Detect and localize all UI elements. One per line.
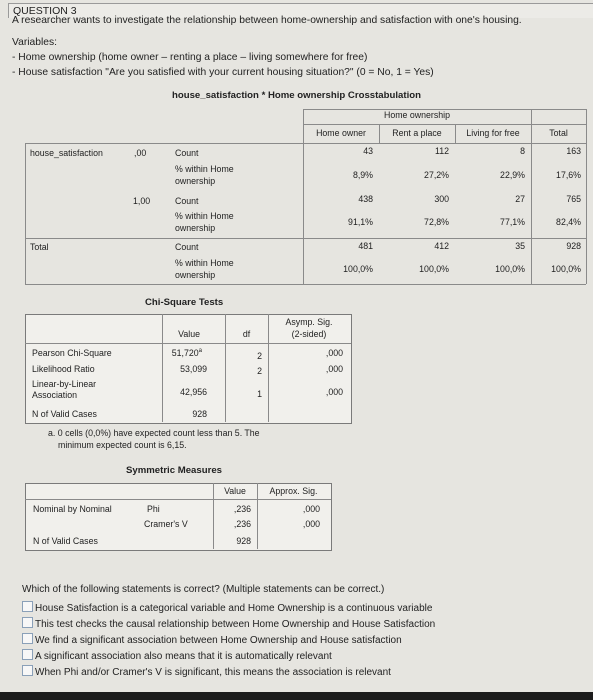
chisq-row-value: 42,956: [180, 387, 207, 397]
cell: 27,2%: [424, 170, 449, 180]
cell: 412: [434, 241, 449, 251]
cell: 300: [434, 194, 449, 204]
question-intro: A researcher wants to investigate the relationship between home-ownership and satisfaction with one's housing.: [12, 15, 522, 26]
symm-n-label: N of Valid Cases: [33, 536, 98, 546]
question-prompt: Which of the following statements is correct? (Multiple statements can be correct.): [22, 584, 385, 595]
variables-label: Variables:: [12, 37, 58, 48]
symm-row-value: ,236: [233, 519, 251, 529]
cell: 17,6%: [556, 170, 581, 180]
crosstab-title: house_satisfaction * Home ownership Crosstabulation: [172, 90, 421, 101]
total-row-label: Total: [30, 242, 49, 252]
pct-label-cont: ownership: [175, 223, 216, 233]
question-header: QUESTION 3: [8, 3, 593, 18]
cell: 82,4%: [556, 217, 581, 227]
col-home-owner: Home owner: [316, 128, 366, 138]
cell: 35: [515, 241, 525, 251]
chisq-col-df: df: [242, 329, 251, 339]
option-1[interactable]: House Satisfaction is a categorical variable and Home Ownership is a continuous variable: [22, 601, 432, 614]
chisq-row-label: Linear-by-Linear: [32, 379, 97, 389]
pct-label-cont: ownership: [175, 176, 216, 186]
cell: 112: [434, 146, 449, 156]
chisq-row-sig: ,000: [325, 387, 343, 397]
chisq-row-value: 51,720$^a$: [171, 348, 202, 358]
chisq-row-value: 928: [192, 409, 207, 419]
level-1-label: 1,00: [133, 196, 151, 206]
option-4[interactable]: A significant association also means that it is automatically relevant: [22, 649, 332, 662]
symm-row-sig: ,000: [302, 519, 320, 529]
pct-label: % within Home: [175, 211, 234, 221]
symm-row-label: Phi: [147, 504, 160, 514]
checkbox-icon[interactable]: [22, 617, 33, 628]
chisq-row-sig: ,000: [325, 348, 343, 358]
cell: 765: [566, 194, 581, 204]
chisq-col-sig: Asymp. Sig.: [285, 317, 333, 327]
symm-row-value: ,236: [233, 504, 251, 514]
count-label: Count: [175, 196, 199, 206]
symm-title: Symmetric Measures: [126, 465, 222, 476]
chisq-footnote: a. 0 cells (0,0%) have expected count less than 5. The: [48, 428, 260, 438]
group-header-home-ownership: Home ownership: [383, 110, 450, 120]
chisq-row-label-cont: Association: [32, 390, 77, 400]
cell: 22,9%: [500, 170, 525, 180]
cell: 72,8%: [424, 217, 449, 227]
pct-label: % within Home: [175, 258, 234, 268]
chisq-title: Chi-Square Tests: [145, 297, 224, 308]
cell: 100,0%: [343, 264, 373, 274]
option-5[interactable]: When Phi and/or Cramer's V is significant, this means the association is relevant: [22, 665, 391, 678]
cell: 100,0%: [419, 264, 449, 274]
symm-row-sig: ,000: [302, 504, 320, 514]
chisq-row-label: Likelihood Ratio: [32, 364, 95, 374]
col-living-for-free: Living for free: [466, 128, 520, 138]
cell: 163: [566, 146, 581, 156]
variable-house-satisfaction: - House satisfaction "Are you satisfied with your current housing situation?" (0 = No, 1 = Yes): [12, 67, 434, 78]
chisq-row-value: 53,099: [180, 364, 207, 374]
chisq-footnote-cont: minimum expected count is 6,15.: [58, 440, 187, 450]
cell: 438: [358, 194, 373, 204]
pct-label: % within Home: [175, 164, 234, 174]
checkbox-icon[interactable]: [22, 649, 33, 660]
chisq-row-sig: ,000: [325, 364, 343, 374]
symm-col-value: Value: [224, 486, 246, 496]
cell: 100,0%: [551, 264, 581, 274]
symm-row-label: Cramer's V: [144, 519, 188, 529]
cell: 8,9%: [352, 170, 373, 180]
chisq-col-sig-cont: (2-sided): [291, 329, 327, 339]
symm-col-sig: Approx. Sig.: [269, 486, 318, 496]
option-3[interactable]: We find a significant association between Home Ownership and House satisfaction: [22, 633, 402, 646]
variable-home-ownership: - Home ownership (home owner – renting a place – living somewhere for free): [12, 52, 368, 63]
cell: 77,1%: [500, 217, 525, 227]
cell: 43: [363, 146, 373, 156]
chisq-row-df: 2: [257, 366, 262, 376]
row-var-label: house_satisfaction: [30, 148, 103, 158]
col-total: Total: [549, 128, 568, 138]
chisq-row-df: 2: [257, 351, 262, 361]
checkbox-icon[interactable]: [22, 633, 33, 644]
cell: 91,1%: [348, 217, 373, 227]
option-2[interactable]: This test checks the causal relationship between Home Ownership and House Satisfaction: [22, 617, 435, 630]
level-0-label: ,00: [134, 148, 147, 158]
checkbox-icon[interactable]: [22, 601, 33, 612]
cell: 27: [515, 194, 525, 204]
chisq-row-label: N of Valid Cases: [32, 409, 97, 419]
cell: 928: [566, 241, 581, 251]
checkbox-icon[interactable]: [22, 665, 33, 676]
symm-n-value: 928: [236, 536, 251, 546]
count-label: Count: [175, 242, 199, 252]
col-rent-a-place: Rent a place: [392, 128, 442, 138]
chisq-col-value: Value: [178, 329, 200, 339]
cell: 481: [358, 241, 373, 251]
cell: 100,0%: [495, 264, 525, 274]
count-label: Count: [175, 148, 199, 158]
pct-label-cont: ownership: [175, 270, 216, 280]
symm-group-label: Nominal by Nominal: [33, 504, 112, 514]
chisq-row-df: 1: [257, 389, 262, 399]
screen-bottom-edge: [0, 692, 593, 700]
cell: 8: [520, 146, 525, 156]
chisq-row-label: Pearson Chi-Square: [32, 348, 112, 358]
